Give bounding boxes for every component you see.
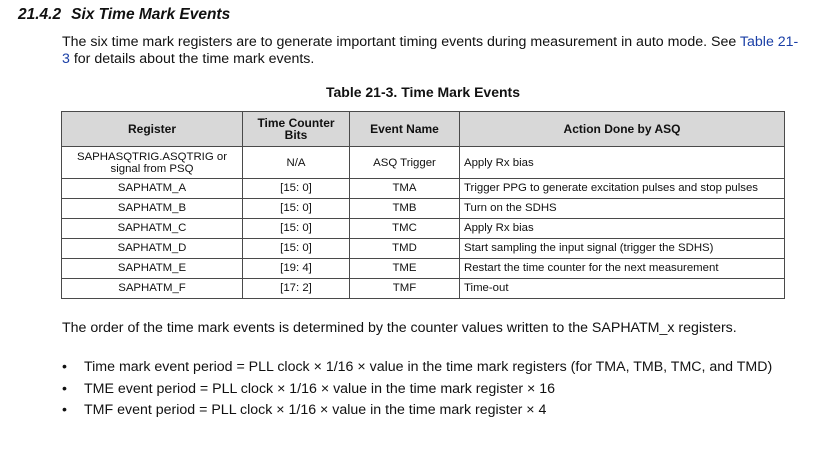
section-number: 21.4.2 — [18, 6, 62, 23]
cell-event: TME — [350, 259, 460, 279]
bullet-icon: • — [62, 402, 67, 418]
list-item — [62, 359, 792, 376]
cell-event: TMA — [350, 179, 460, 199]
table-header-row — [62, 112, 785, 147]
list-item-text: Time mark event period = PLL clock × 1/16 × value in the time mark registers (for TMA, TMB, TMC, and TMD) — [84, 359, 773, 375]
cell-event: TMB — [350, 199, 460, 219]
table-row — [62, 239, 785, 259]
section-heading — [18, 6, 230, 24]
list-item — [62, 381, 792, 398]
table-reference-link[interactable]: Table 21-3 — [62, 34, 799, 67]
header-action: Action Done by ASQ — [460, 112, 785, 147]
header-event-name: Event Name — [350, 112, 460, 147]
table-row — [62, 219, 785, 239]
table-row — [62, 179, 785, 199]
cell-event: TMC — [350, 219, 460, 239]
cell-action: Apply Rx bias — [460, 147, 785, 179]
cell-action: Restart the time counter for the next measurement — [460, 259, 785, 279]
cell-action: Turn on the SDHS — [460, 199, 785, 219]
bullet-list — [62, 359, 792, 424]
time-mark-events-table — [61, 111, 785, 299]
cell-action: Time-out — [460, 279, 785, 299]
list-item — [62, 402, 792, 419]
cell-bits: N/A — [243, 147, 350, 179]
header-time-counter-bits: Time Counter Bits — [243, 112, 350, 147]
table-caption: Table 21-3. Time Mark Events — [325, 84, 520, 100]
cell-action: Trigger PPG to generate excitation pulses and stop pulses — [460, 179, 785, 199]
cell-bits: [15: 0] — [243, 199, 350, 219]
cell-bits: [17: 2] — [243, 279, 350, 299]
cell-register: SAPHATM_F — [62, 279, 243, 299]
table-row — [62, 199, 785, 219]
cell-bits: [19: 4] — [243, 259, 350, 279]
cell-register: SAPHATM_C — [62, 219, 243, 239]
cell-action: Apply Rx bias — [460, 219, 785, 239]
cell-register: SAPHATM_D — [62, 239, 243, 259]
list-item-text: TME event period = PLL clock × 1/16 × value in the time mark register × 16 — [84, 380, 556, 397]
bullet-icon: • — [62, 359, 67, 375]
section-title: Six Time Mark Events — [71, 6, 231, 23]
cell-register: SAPHATM_B — [62, 199, 243, 219]
cell-bits: [15: 0] — [243, 179, 350, 199]
table-row — [62, 147, 785, 179]
cell-register: SAPHATM_E — [62, 259, 243, 279]
intro-text-after: for details about the time mark events. — [69, 50, 315, 67]
list-item-text: TMF event period = PLL clock × 1/16 × value in the time mark register × 4 — [84, 402, 547, 418]
cell-action: Start sampling the input signal (trigger the SDHS) — [460, 239, 785, 259]
cell-register: SAPHASQTRIG.ASQTRIG or signal from PSQ — [62, 147, 243, 179]
intro-paragraph — [62, 34, 802, 67]
cell-event: TMD — [350, 239, 460, 259]
table-row — [62, 259, 785, 279]
cell-event: TMF — [350, 279, 460, 299]
outro-paragraph: The order of the time mark events is determined by the counter values written to the SAPHATM_x registers. — [62, 320, 737, 336]
table-row — [62, 279, 785, 299]
header-register: Register — [62, 112, 243, 147]
cell-event: ASQ Trigger — [350, 147, 460, 179]
cell-bits: [15: 0] — [243, 239, 350, 259]
intro-text-before: The six time mark registers are to generate important timing events during measurement in auto mode. See — [62, 34, 740, 50]
cell-register: SAPHATM_A — [62, 179, 243, 199]
bullet-icon: • — [62, 380, 67, 397]
cell-bits: [15: 0] — [243, 219, 350, 239]
